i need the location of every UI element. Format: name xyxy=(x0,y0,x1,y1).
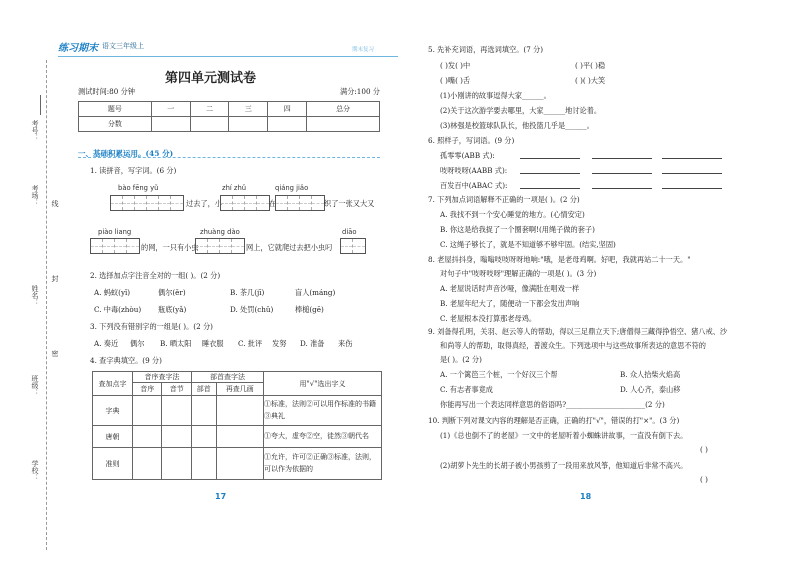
q10-item: (2)胡萝卜先生的长胡子被小男孩剪了一段用来放风筝，他知道后非常不高兴。 xyxy=(440,461,688,470)
sidebar-field-id xyxy=(40,95,41,115)
q2-option[interactable]: C. 中毒(zhòu) xyxy=(94,305,142,314)
q3-option: 睡衣服 xyxy=(202,339,224,348)
dict-meaning[interactable]: ①允许，许可②正确③标准，法则，可以作为依据的 xyxy=(264,448,382,480)
q5-item[interactable]: ( )发( )中 xyxy=(440,61,471,70)
q5-item[interactable]: ( )平( )稳 xyxy=(575,61,606,70)
q1-text: 织了一张又大又 xyxy=(324,199,375,208)
q1-text: 网上，它就爬过去把小虫叼 xyxy=(246,243,333,252)
q2-option[interactable]: D. 处罚(chǔ) xyxy=(230,305,274,314)
dict-input[interactable] xyxy=(133,396,162,426)
q7-option[interactable]: A. 我找不到一个安心睡觉的地方。(心情安定) xyxy=(440,210,585,219)
dict-input[interactable] xyxy=(191,448,216,480)
sidebar-mark-close: 密 xyxy=(51,350,59,357)
dict-input[interactable] xyxy=(191,396,216,426)
q7-option[interactable]: C. 这绳子够长了，就是不知道够不够牢固。(结实,坚固) xyxy=(440,240,616,249)
dict-input[interactable] xyxy=(162,396,191,426)
answer-line[interactable] xyxy=(662,188,722,189)
q7-option[interactable]: B. 你这是给我捉了一个圈套啊!(用绳子做的套子) xyxy=(440,225,595,234)
q9-option[interactable]: D. 人心齐，泰山移 xyxy=(620,385,681,394)
q9-title: 9. 刘备得孔明，关羽、赵云等人的帮助，得以三足鼎立天下;唐僧得三藏得挣悟空、猪八戒、沙 xyxy=(428,327,728,336)
score-table xyxy=(78,101,380,132)
q1-text: 的网，一只有小虫 xyxy=(141,243,199,252)
q6-item: 吱呀吱呀(AABB 式): xyxy=(440,166,508,175)
pinyin: qiáng jiǎo xyxy=(275,184,309,192)
header-rule xyxy=(58,56,398,57)
dict-header: 音序查字法 xyxy=(133,372,192,383)
dict-subheader: 再查几画 xyxy=(216,383,264,396)
section-rule xyxy=(78,157,380,158)
q5-sentence[interactable]: (2)关于这次游学要去哪里，大家______地讨论着。 xyxy=(440,106,602,115)
q6-item: 百发百中(ABAC 式): xyxy=(440,181,508,190)
test-score: 满分:100 分 xyxy=(340,87,380,96)
q8-title: 8. 老屋抖抖身，嗡嗡吱吱呀呀地响:"哦，是老母鸡啊。好吧，我就再站二十一天。" xyxy=(428,255,691,264)
dict-meaning[interactable]: ①标准，法则②可以用作标准的书籍③典礼 xyxy=(264,396,382,426)
dict-subheader: 音序 xyxy=(133,383,162,396)
sidebar-label-id: 考号： xyxy=(31,120,39,141)
q3-option: 来伤 xyxy=(338,339,353,348)
score-table-cell: 四 xyxy=(268,102,307,117)
q8-option[interactable]: A. 老屋说话时声音沙哑，像满肚在唱戏一样 xyxy=(440,284,580,293)
writing-box[interactable] xyxy=(340,238,366,254)
q8-sub: 对句子中"吱呀吱呀"理解正确的一项是( )。(3 分) xyxy=(440,269,597,278)
dict-subheader: 音节 xyxy=(162,383,191,396)
q5-sentence[interactable]: (1)小刚讲的故事逗得大家______。 xyxy=(440,91,551,100)
sidebar-label-name: 姓名： xyxy=(31,285,39,306)
score-input[interactable] xyxy=(190,117,229,132)
writing-box[interactable] xyxy=(195,238,245,254)
pinyin: piào liang xyxy=(98,228,132,236)
dict-input[interactable] xyxy=(133,426,162,448)
answer-line[interactable] xyxy=(520,188,580,189)
dict-header: 部首查字法 xyxy=(191,372,263,383)
dict-subheader: 部首 xyxy=(191,383,216,396)
q5-title: 5. 先补充词语，再选词填空。(7 分) xyxy=(428,45,544,54)
pinyin: diāo xyxy=(342,228,357,236)
dict-char: 唐朝 xyxy=(93,426,133,448)
sidebar-mark-seal: 封 xyxy=(51,275,59,282)
q3-option[interactable]: C. 批评 xyxy=(238,339,263,348)
writing-box[interactable] xyxy=(220,195,270,211)
q9-option[interactable]: B. 众人拾柴火焰高 xyxy=(620,370,681,379)
pinyin: zhuàng dào xyxy=(200,228,240,236)
page-number: 18 xyxy=(580,492,592,501)
q9-line: 是( )。(2 分) xyxy=(440,355,482,364)
q1-text: 在 xyxy=(269,199,277,208)
dict-input[interactable] xyxy=(216,448,264,480)
q3-option[interactable]: B. 晒太阳 xyxy=(160,339,192,348)
answer-line[interactable] xyxy=(592,173,652,174)
dict-input[interactable] xyxy=(191,426,216,448)
q10-item: (1)《总也倒不了的老屋》一文中的老屋听着小蜘蛛讲故事，一直没有倒下去。 xyxy=(440,431,688,440)
page-number: 17 xyxy=(215,492,227,501)
q3-title: 3. 下列没有错别字的一组是( )。(2 分) xyxy=(90,322,213,331)
page-title: 第四单元测试卷 xyxy=(165,71,257,86)
dict-input[interactable] xyxy=(133,448,162,480)
q10-bracket[interactable]: ( ) xyxy=(700,445,708,454)
dict-header: 用"√"选出字义 xyxy=(264,372,382,396)
q2-option[interactable]: B. 茶几(jī) xyxy=(230,288,265,297)
answer-line[interactable] xyxy=(662,173,722,174)
answer-line[interactable] xyxy=(520,173,580,174)
q6-title: 6. 照样子，写词语。(9 分) xyxy=(428,136,515,145)
q9-option[interactable]: C. 有志者事竟成 xyxy=(440,385,493,394)
answer-line[interactable] xyxy=(520,158,580,159)
dict-input[interactable] xyxy=(216,396,264,426)
brand-logo xyxy=(58,38,178,54)
q5-item[interactable]: ( )( )大笑 xyxy=(575,76,606,85)
score-table-cell: 题号 xyxy=(79,102,152,117)
score-table-cell: 三 xyxy=(229,102,268,117)
dict-meaning[interactable]: ①夸大，虚夸②空，徒然③朝代名 xyxy=(264,426,382,448)
score-table-cell: 一 xyxy=(151,102,190,117)
writing-box[interactable] xyxy=(275,195,325,211)
q8-option[interactable]: C. 老屋根本没打算那老母鸡。 xyxy=(440,314,537,323)
dict-char: 字典 xyxy=(93,396,133,426)
q4-title: 4. 查字典填空。(9 分) xyxy=(90,356,162,365)
q5-item[interactable]: ( )嘴( )舌 xyxy=(440,76,471,85)
q6-item: 孤零零(ABB 式): xyxy=(440,151,495,160)
brand-tag: 期末复习 xyxy=(352,47,375,53)
score-table-cell: 二 xyxy=(190,102,229,117)
q3-option[interactable]: A. 奏近 xyxy=(94,339,119,348)
dict-input[interactable] xyxy=(162,448,191,480)
dict-char: 准则 xyxy=(93,448,133,480)
q3-option: 偶尔 xyxy=(130,339,145,348)
q2-option[interactable]: A. 蚂蚁(yǐ) xyxy=(94,288,131,297)
q3-option[interactable]: D. 准备 xyxy=(300,339,325,348)
q2-option: 盲人(máng) xyxy=(295,288,336,297)
pinyin: zhí zhǔ xyxy=(222,184,247,192)
brand-subtitle: 语文三年级上 xyxy=(102,42,144,50)
pinyin: bào fēng yǔ xyxy=(118,184,159,192)
q9-line: 和尚等人的帮助，取得真经，普渡众生。下列选项中与这些故事所表达的意思不符的 xyxy=(440,341,706,350)
q2-option: 瓶底(yǎ) xyxy=(158,305,187,314)
section-heading: 一、基础积累运用。(45 分) xyxy=(78,149,174,158)
q10-bracket[interactable]: ( ) xyxy=(700,475,708,484)
q9-extra[interactable]: 你能再写出一个表达同样意思的俗语吗?______________________(2 分) xyxy=(440,400,665,409)
dict-input[interactable] xyxy=(216,426,264,448)
writing-box[interactable] xyxy=(90,238,140,254)
q2-option: 偶尔(ěr) xyxy=(158,288,186,297)
answer-line[interactable] xyxy=(592,158,652,159)
q1-title: 1. 读拼音，写字词。(6 分) xyxy=(90,166,177,175)
score-table-cell: 分数 xyxy=(79,117,152,132)
q2-option: 棒槌(gē) xyxy=(295,305,324,314)
dict-input[interactable] xyxy=(162,426,191,448)
dict-header: 查加点字 xyxy=(93,372,133,396)
score-input[interactable] xyxy=(151,117,190,132)
q5-sentence[interactable]: (3)林强是校篮球队队长，他投篮几乎是______。 xyxy=(440,121,594,130)
q9-option[interactable]: A. 一个篱笆三个桩，一个好汉三个帮 xyxy=(440,370,558,379)
answer-line[interactable] xyxy=(662,158,722,159)
answer-line[interactable] xyxy=(592,188,652,189)
q10-title: 10. 判断下列对课文内容的理解是否正确，正确的打"√"，错误的打"×"。(3 分) xyxy=(428,416,680,425)
score-input[interactable] xyxy=(307,117,380,132)
q3-option: 发努 xyxy=(272,339,287,348)
sidebar-label-class: 班级： xyxy=(31,375,39,396)
score-table-cell: 总分 xyxy=(307,102,380,117)
sidebar-label-school: 学校： xyxy=(31,460,39,481)
score-input[interactable] xyxy=(229,117,268,132)
binding-line xyxy=(46,60,47,550)
q8-option[interactable]: B. 老屋年纪大了，随便动一下都会发出声响 xyxy=(440,299,580,308)
q7-title: 7. 下列加点词语解释不正确的一项是( )。(2 分) xyxy=(428,195,580,204)
score-input[interactable] xyxy=(268,117,307,132)
test-time: 测试时间:80 分钟 xyxy=(78,87,135,96)
writing-box[interactable] xyxy=(110,195,184,211)
dictionary-table xyxy=(92,371,382,480)
brand-name: 练习期末 xyxy=(58,42,98,54)
q1-text: 过去了，小 xyxy=(186,199,222,208)
sidebar-mark-line: 线 xyxy=(51,200,59,207)
q2-title: 2. 选择加点字注音全对的一组( )。(2 分) xyxy=(90,271,221,280)
sidebar-label-room: 考场： xyxy=(31,185,39,206)
